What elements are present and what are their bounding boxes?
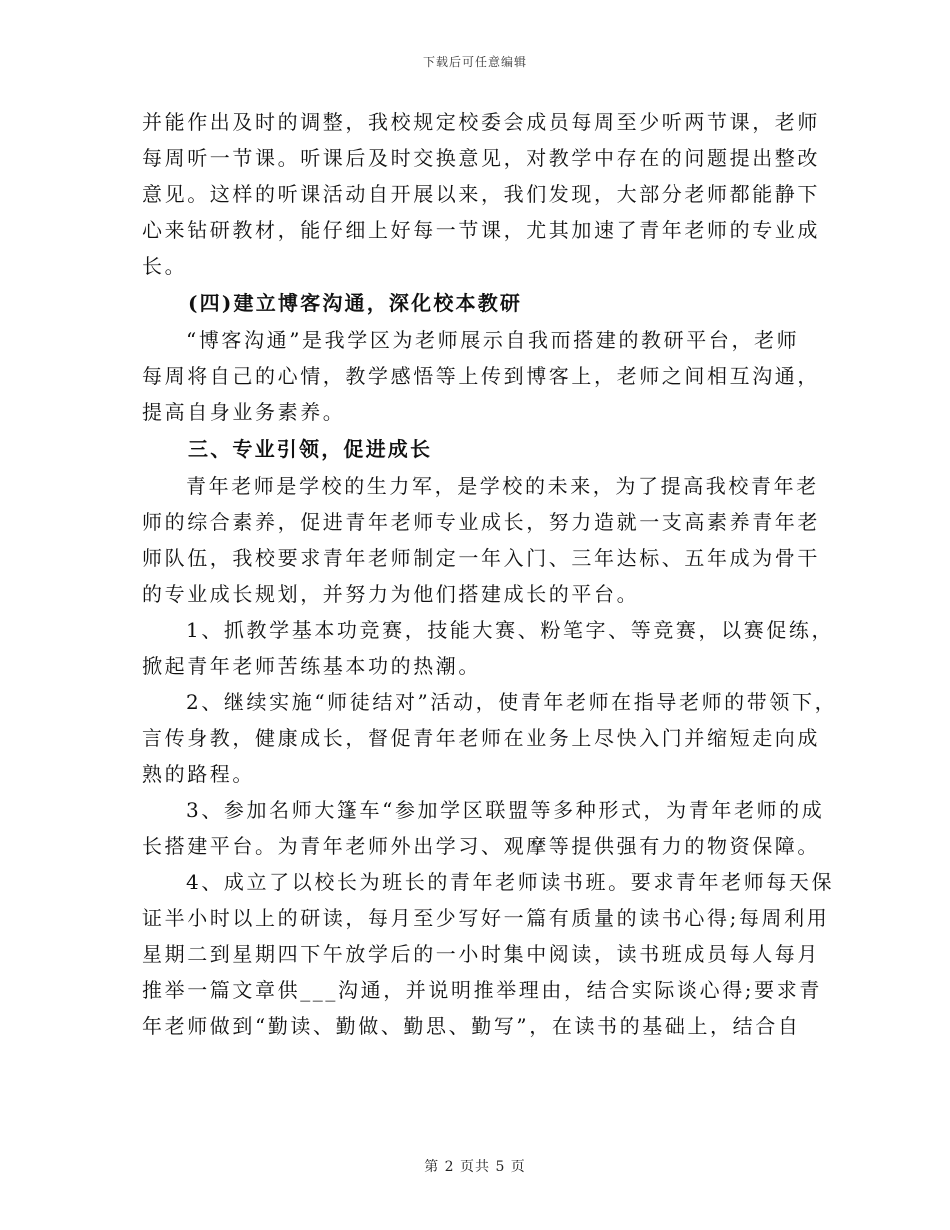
text-line: 年老师做到“勤读、勤做、勤思、勤写”，在读书的基础上，结合自 xyxy=(142,1014,801,1038)
text-line: 并能作出及时的调整，我校规定校委会成员每周至少听两节课，老师 xyxy=(142,110,820,134)
text-line: 推举一篇文章供___沟通，并说明推举理由，结合实际谈心得;要求青 xyxy=(142,978,822,1002)
text-line: 每周将自己的心情，教学感悟等上传到博客上，老师之间相互沟通， xyxy=(142,364,820,388)
paragraph xyxy=(142,468,820,612)
paragraph xyxy=(142,864,835,1044)
text-line: 的专业成长规划，并努力为他们搭建成长的平台。 xyxy=(142,582,640,606)
text-line: 4、成立了以校长为班长的青年老师读书班。要求青年老师每天保 xyxy=(186,870,835,894)
paragraph xyxy=(142,792,825,864)
text-line: 星期二到星期四下午放学后的一小时集中阅读，读书班成员每人每月 xyxy=(142,942,820,966)
page-footer: 第 2 页共 5 页 xyxy=(424,1159,526,1175)
paragraph xyxy=(142,104,820,284)
text-line: 证半小时以上的研读，每月至少写好一篇有质量的读书心得;每周利用 xyxy=(142,906,830,930)
paragraph xyxy=(142,612,835,684)
document-body xyxy=(142,104,838,1044)
text-line: 长搭建平台。为青年老师外出学习、观摩等提供强有力的物资保障。 xyxy=(142,834,820,858)
text-line: 意见。这样的听课活动自开展以来，我们发现，大部分老师都能静下 xyxy=(142,182,820,206)
text-line: 师队伍，我校要求青年老师制定一年入门、三年达标、五年成为骨干 xyxy=(142,546,820,570)
text-line: 青年老师是学校的生力军，是学校的未来，为了提高我校青年老 xyxy=(186,474,819,498)
paragraph xyxy=(142,322,820,430)
page-header: 下载后可任意编辑 xyxy=(422,55,527,69)
text-line: 2、继续实施“师徒结对”活动，使青年老师在指导老师的带领下， xyxy=(186,690,838,714)
text-line: 1、抓教学基本功竞赛，技能大赛、粉笔字、等竞赛，以赛促练， xyxy=(186,618,835,642)
paragraph xyxy=(142,684,838,792)
text-line: “博客沟通”是我学区为老师展示自我而搭建的教研平台，老师 xyxy=(186,328,800,352)
section-heading: 三、专业引领，促进成长 xyxy=(188,437,433,461)
text-line: 提高自身业务素养。 xyxy=(142,400,346,424)
text-line: 心来钻研教材，能仔细上好每一节课，尤其加速了青年老师的专业成 xyxy=(142,218,820,242)
text-line: 师的综合素养，促进青年老师专业成长，努力造就一支高素养青年老 xyxy=(142,510,820,534)
section-heading: (四)建立博客沟通，深化校本教研 xyxy=(188,291,523,315)
text-line: 3、参加名师大篷车“参加学区联盟等多种形式，为青年老师的成 xyxy=(186,798,825,822)
text-line: 言传身教，健康成长，督促青年老师在业务上尽快入门并缩短走向成 xyxy=(142,726,820,750)
text-line: 熟的路程。 xyxy=(142,762,255,786)
text-line: 每周听一节课。听课后及时交换意见，对教学中存在的问题提出整改 xyxy=(142,146,820,170)
text-line: 长。 xyxy=(142,254,188,278)
text-line: 掀起青年老师苦练基本功的热潮。 xyxy=(142,654,481,678)
